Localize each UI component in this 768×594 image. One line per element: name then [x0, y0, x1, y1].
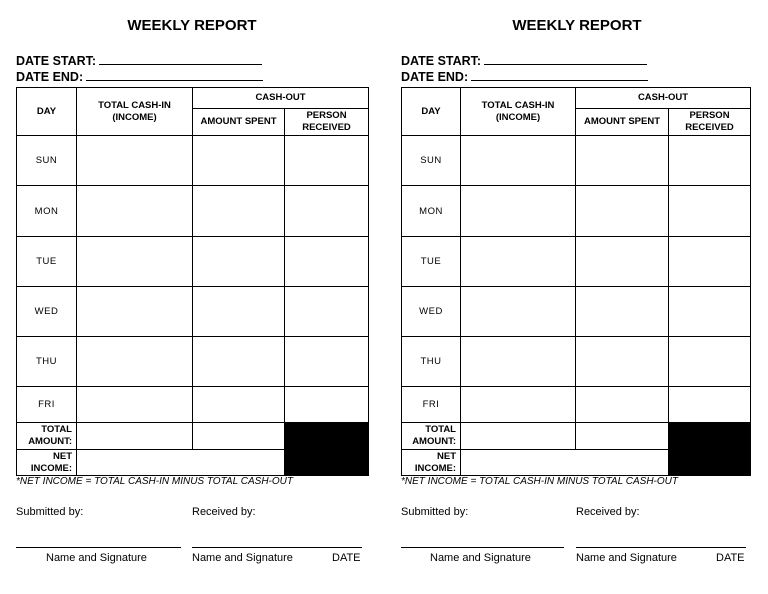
date-end-row: [16, 69, 263, 84]
cash-in-cell[interactable]: [77, 186, 193, 237]
blacked-out-cell: [669, 423, 751, 476]
person-received-cell[interactable]: [669, 136, 751, 186]
cash-report-table: [16, 87, 369, 476]
total-amount-label: TOTAL AMOUNT:: [17, 423, 77, 450]
header-cash-out: CASH-OUT: [193, 88, 369, 109]
person-received-cell[interactable]: [285, 136, 369, 186]
person-received-cell[interactable]: [285, 186, 369, 237]
total-amount-label: TOTAL AMOUNT:: [402, 423, 461, 450]
amount-spent-cell[interactable]: [576, 387, 669, 423]
received-signature-line[interactable]: [192, 547, 362, 548]
total-cash-in-cell[interactable]: [77, 423, 193, 450]
amount-spent-cell[interactable]: [193, 387, 285, 423]
net-income-label: NET INCOME:: [402, 450, 461, 476]
cash-in-cell[interactable]: [461, 136, 576, 186]
person-received-cell[interactable]: [669, 337, 751, 387]
total-row: [17, 423, 369, 450]
table-row: [17, 186, 369, 237]
date-caption: DATE: [716, 552, 745, 564]
amount-spent-cell[interactable]: [193, 136, 285, 186]
cash-in-cell[interactable]: [77, 387, 193, 423]
received-signature-line[interactable]: [576, 547, 746, 548]
submitted-by-label: Submitted by:: [401, 506, 469, 518]
person-received-cell[interactable]: [669, 186, 751, 237]
person-received-cell[interactable]: [669, 387, 751, 423]
total-cash-in-cell[interactable]: [461, 423, 576, 450]
header-amount-spent: AMOUNT SPENT: [193, 109, 285, 136]
table-row: [402, 136, 751, 186]
day-label: MON: [402, 186, 461, 237]
amount-spent-cell[interactable]: [576, 136, 669, 186]
amount-spent-cell[interactable]: [193, 186, 285, 237]
net-income-label: NET INCOME:: [17, 450, 77, 476]
cash-in-cell[interactable]: [461, 287, 576, 337]
header-day: DAY: [402, 88, 461, 136]
form-title: WEEKLY REPORT: [127, 17, 257, 34]
date-end-field[interactable]: [471, 69, 648, 81]
date-end-label: DATE END:: [401, 70, 469, 84]
received-by-label: Received by:: [192, 506, 256, 518]
net-income-cell[interactable]: [461, 450, 669, 476]
form-title: WEEKLY REPORT: [512, 17, 642, 34]
date-end-label: DATE END:: [16, 70, 84, 84]
name-signature-caption: Name and Signature: [430, 552, 531, 564]
header-person-received: PERSON RECEIVED: [669, 109, 751, 136]
table-row: [402, 287, 751, 337]
amount-spent-cell[interactable]: [193, 287, 285, 337]
weekly-report-form-left: [16, 0, 386, 594]
day-label: FRI: [17, 387, 77, 423]
header-cash-in: TOTAL CASH-IN (INCOME): [77, 88, 193, 136]
cash-in-cell[interactable]: [77, 287, 193, 337]
table-row: [17, 136, 369, 186]
amount-spent-cell[interactable]: [576, 287, 669, 337]
table-row: [17, 337, 369, 387]
header-cash-in: TOTAL CASH-IN (INCOME): [461, 88, 576, 136]
total-row: [402, 423, 751, 450]
cash-report-table: [401, 87, 751, 476]
blacked-out-cell: [285, 423, 369, 476]
table-row: [402, 337, 751, 387]
cash-in-cell[interactable]: [77, 136, 193, 186]
name-signature-caption: Name and Signature: [46, 552, 147, 564]
date-start-label: DATE START:: [401, 54, 482, 68]
received-by-label: Received by:: [576, 506, 640, 518]
name-signature-caption: Name and Signature: [192, 552, 293, 564]
weekly-report-form-right: [401, 0, 768, 594]
table-row: [402, 387, 751, 423]
day-label: FRI: [402, 387, 461, 423]
name-signature-caption: Name and Signature: [576, 552, 677, 564]
cash-in-cell[interactable]: [77, 337, 193, 387]
cash-in-cell[interactable]: [461, 387, 576, 423]
day-label: SUN: [17, 136, 77, 186]
date-end-row: [401, 69, 648, 84]
day-label: SUN: [402, 136, 461, 186]
total-spent-cell[interactable]: [576, 423, 669, 450]
amount-spent-cell[interactable]: [576, 186, 669, 237]
date-start-field[interactable]: [99, 53, 262, 65]
date-start-row: [16, 53, 262, 68]
day-label: THU: [402, 337, 461, 387]
person-received-cell[interactable]: [285, 287, 369, 337]
cash-in-cell[interactable]: [461, 186, 576, 237]
person-received-cell[interactable]: [285, 237, 369, 287]
day-label: MON: [17, 186, 77, 237]
cash-in-cell[interactable]: [461, 337, 576, 387]
table-row: [17, 387, 369, 423]
amount-spent-cell[interactable]: [576, 337, 669, 387]
submitted-signature-line[interactable]: [16, 547, 181, 548]
total-spent-cell[interactable]: [193, 423, 285, 450]
header-amount-spent: AMOUNT SPENT: [576, 109, 669, 136]
header-cash-out: CASH-OUT: [576, 88, 751, 109]
table-row: [17, 287, 369, 337]
day-label: TUE: [17, 237, 77, 287]
header-day: DAY: [17, 88, 77, 136]
person-received-cell[interactable]: [669, 237, 751, 287]
person-received-cell[interactable]: [285, 387, 369, 423]
submitted-signature-line[interactable]: [401, 547, 564, 548]
cash-in-cell[interactable]: [77, 237, 193, 287]
net-income-note: *NET INCOME = TOTAL CASH-IN MINUS TOTAL CASH-OUT: [16, 476, 293, 487]
cash-in-cell[interactable]: [461, 237, 576, 287]
net-income-cell[interactable]: [77, 450, 285, 476]
date-end-field[interactable]: [86, 69, 263, 81]
table-row: [402, 186, 751, 237]
amount-spent-cell[interactable]: [193, 337, 285, 387]
date-start-label: DATE START:: [16, 54, 97, 68]
amount-spent-cell[interactable]: [576, 237, 669, 287]
day-label: TUE: [402, 237, 461, 287]
person-received-cell[interactable]: [669, 287, 751, 337]
header-person-received: PERSON RECEIVED: [285, 109, 369, 136]
day-label: WED: [17, 287, 77, 337]
table-row: [402, 237, 751, 287]
submitted-by-label: Submitted by:: [16, 506, 84, 518]
day-label: WED: [402, 287, 461, 337]
date-start-field[interactable]: [484, 53, 647, 65]
person-received-cell[interactable]: [285, 337, 369, 387]
table-row: [17, 237, 369, 287]
net-income-note: *NET INCOME = TOTAL CASH-IN MINUS TOTAL CASH-OUT: [401, 476, 678, 487]
amount-spent-cell[interactable]: [193, 237, 285, 287]
date-caption: DATE: [332, 552, 361, 564]
date-start-row: [401, 53, 647, 68]
day-label: THU: [17, 337, 77, 387]
